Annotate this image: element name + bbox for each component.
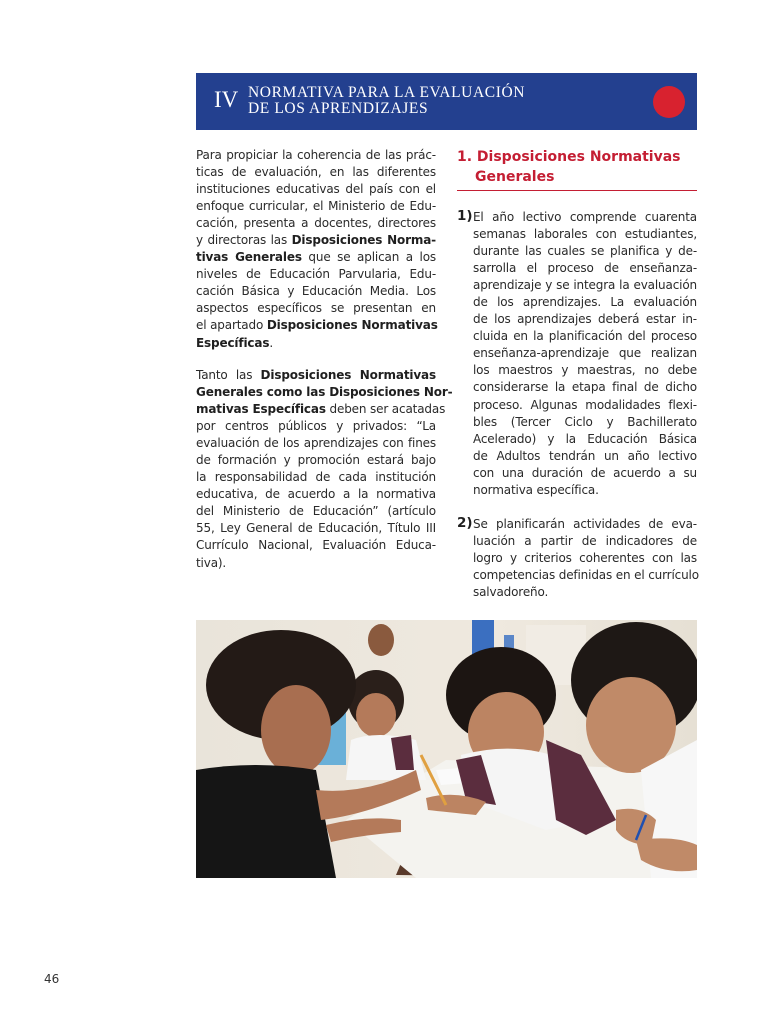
text-segment: enfoque curricular, el Ministerio de Edu-: [196, 199, 436, 214]
text-segment: luación a partir de indicadores de: [473, 534, 697, 549]
classroom-photo: [196, 620, 697, 878]
text-segment: tiva).: [196, 555, 227, 570]
bold-text: Disposiciones Norma-: [291, 233, 437, 248]
section-number: IV: [214, 87, 239, 112]
text-segment: de los aprendizajes deberá estar in-: [473, 312, 697, 327]
text-line: [196, 469, 436, 486]
item-number: 2): [457, 515, 473, 531]
text-line: [196, 367, 436, 384]
text-segment: niveles de Educación Parvularia, Edu-: [196, 267, 436, 282]
bold-text: Generales como las Disposiciones Nor-: [196, 385, 453, 400]
text-segment: cación, presenta a docentes, directores: [196, 216, 436, 231]
text-segment: evaluación de los aprendizajes con fines: [196, 436, 436, 451]
text-line: [196, 520, 436, 537]
text-line: [473, 345, 697, 362]
heading-line: Generales: [475, 169, 555, 185]
text-segment: por centros públicos y privados: “La: [196, 419, 436, 434]
text-segment: semanas laborales con estudiantes,: [473, 227, 697, 242]
text-line: [196, 555, 436, 572]
heading-line: 1. Disposiciones Normativas: [457, 149, 681, 165]
text-line: [196, 452, 436, 469]
text-segment: Currículo Nacional, Evaluación Educa-: [196, 538, 436, 553]
text-line: [196, 181, 436, 198]
text-segment: y directoras las: [196, 233, 292, 248]
item-number: 1): [457, 208, 473, 224]
text-line: [473, 362, 697, 379]
text-line: [473, 482, 697, 499]
text-line: [196, 249, 436, 266]
text-line: [196, 537, 436, 554]
text-segment: cluida en la planificación del proceso: [473, 329, 697, 344]
left-paragraph-2: [196, 367, 453, 572]
text-segment: educativa, de acuerdo a la normativa: [196, 487, 436, 502]
text-line: [473, 209, 697, 226]
text-segment: que se aplican a los: [301, 250, 436, 265]
text-line: [473, 294, 697, 311]
red-circle-decoration: [653, 86, 685, 118]
text-segment: sarrolla el proceso de enseñanza-: [473, 261, 697, 276]
text-segment: ticas de evaluación, en las diferentes: [196, 165, 436, 180]
section-header-band: [196, 73, 697, 130]
text-segment: proceso. Algunas modalidades flexi-: [473, 397, 697, 412]
text-segment: de los aprendizajes. La evaluación: [473, 295, 697, 310]
text-line: [473, 414, 697, 431]
text-line: [473, 567, 697, 584]
text-line: [473, 533, 697, 550]
text-segment: Acelerado) y la Educación Básica: [473, 431, 697, 446]
section-title-line: DE LOS APRENDIZAJES: [248, 100, 429, 117]
text-segment: con una duración de acuerdo a su: [473, 465, 697, 480]
text-line: [473, 328, 697, 345]
section-title-line: NORMATIVA PARA LA EVALUACIÓN: [248, 84, 526, 101]
item-1-text: [473, 209, 697, 499]
text-line: [473, 260, 697, 277]
text-segment: El año lectivo comprende cuarenta: [473, 210, 697, 224]
text-line: [196, 198, 436, 215]
text-segment: los maestros y maestras, no debe: [473, 363, 697, 378]
text-segment: .: [269, 335, 274, 350]
bold-text: Específicas: [196, 335, 270, 350]
text-line: [196, 266, 436, 283]
text-segment: Se planificarán actividades de eva-: [473, 517, 697, 531]
text-segment: la responsabilidad de cada institución: [196, 470, 436, 485]
text-line: [473, 243, 697, 260]
left-paragraph-1: [196, 147, 436, 352]
text-segment: competencias definidas en el currículo: [473, 568, 699, 583]
text-segment: 55, Ley General de Educación, Título III: [196, 521, 436, 536]
text-segment: logro y criterios coherentes con las: [473, 551, 697, 566]
text-line: [196, 283, 436, 300]
text-line: [473, 311, 697, 328]
text-segment: aprendizaje y se integra la evaluación: [473, 278, 697, 293]
subsection-heading: [457, 147, 681, 187]
text-line: [196, 435, 436, 452]
text-segment: Tanto las: [196, 368, 261, 382]
text-segment: deben ser acatadas: [325, 402, 446, 417]
text-line: [196, 317, 436, 334]
text-segment: del Ministerio de Educación” (artículo: [196, 504, 436, 519]
text-line: [196, 300, 436, 317]
bold-text: mativas Específicas: [196, 402, 326, 417]
text-line: [196, 503, 436, 520]
item-2-text: [473, 516, 697, 601]
text-segment: aspectos específicos se presentan en: [196, 301, 436, 316]
text-segment: de formación y promoción estará bajo: [196, 453, 436, 468]
page-number: 46: [44, 972, 60, 986]
heading-divider: [457, 190, 697, 191]
text-segment: salvadoreño.: [473, 585, 549, 600]
text-line: [473, 226, 697, 243]
text-line: [473, 379, 697, 396]
text-line: [473, 397, 697, 414]
text-segment: Para propiciar la coherencia de las prác-: [196, 148, 436, 162]
section-title: [248, 85, 525, 117]
text-line: [196, 418, 436, 435]
bold-text: Disposiciones Normativas: [260, 368, 437, 382]
text-segment: instituciones educativas del país con el: [196, 182, 436, 197]
text-segment: normativa específica.: [473, 482, 599, 497]
text-line: [473, 277, 697, 294]
text-line: [196, 401, 446, 418]
text-line: [473, 516, 697, 533]
text-line: [473, 465, 697, 482]
text-segment: cación Básica y Educación Media. Los: [196, 284, 436, 299]
bold-text: Disposiciones Normativas: [266, 318, 438, 333]
text-segment: el apartado: [196, 318, 267, 333]
text-line: [196, 147, 436, 164]
text-line: [473, 584, 697, 601]
text-segment: considerarse la etapa final de dicho: [473, 380, 697, 395]
text-line: [196, 335, 436, 352]
bold-text: tivas Generales: [196, 250, 302, 265]
text-line: [196, 215, 436, 232]
text-line: [196, 232, 436, 249]
text-line: [196, 164, 436, 181]
text-line: [473, 448, 697, 465]
text-line: [473, 431, 697, 448]
text-segment: durante las cuales se planifica y de-: [473, 244, 697, 259]
text-line: [196, 384, 453, 401]
text-segment: de Adultos tendrán un año lectivo: [473, 448, 697, 463]
text-line: [196, 486, 436, 503]
text-line: [473, 550, 697, 567]
text-segment: enseñanza-aprendizaje que realizan: [473, 346, 697, 361]
text-segment: bles (Tercer Ciclo y Bachillerato: [473, 414, 697, 429]
